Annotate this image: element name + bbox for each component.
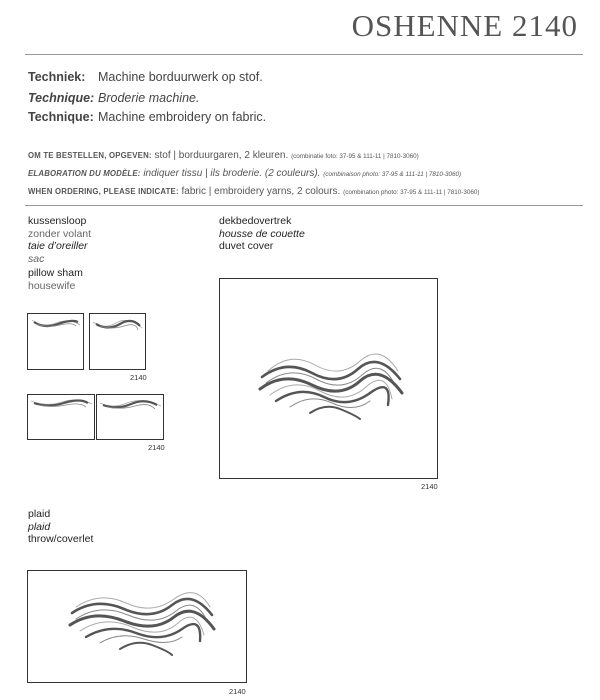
technique-value-en: Machine embroidery on fabric. <box>98 110 267 124</box>
plaid-label-nl: plaid <box>28 508 51 520</box>
plaid-label-fr: plaid <box>28 520 51 533</box>
wave-motif <box>28 571 246 682</box>
pillow-code-2: 2140 <box>148 443 165 452</box>
duvet-label-nl: dekbedovertrek <box>219 215 292 227</box>
pillow-label-en: pillow sham <box>28 267 83 279</box>
wave-motif <box>28 314 83 369</box>
ordering-fr <box>28 168 461 179</box>
technique-label-en: Technique: <box>28 110 94 124</box>
wave-motif <box>220 279 437 478</box>
duvet-label-en: duvet cover <box>219 240 274 252</box>
duvet-labels <box>219 215 305 253</box>
ordering-nl-text: stof | borduurgaren, 2 kleuren. <box>154 150 289 161</box>
technique-value-nl: Machine borduurwerk op stof. <box>98 70 263 84</box>
plaid-label-en: throw/coverlet <box>28 533 94 545</box>
duvet-label-fr: housse de couette <box>219 227 305 240</box>
pillow-label-en-sub: housewife <box>28 279 76 292</box>
pillow-sham-2 <box>89 313 146 370</box>
pillow-sham-4 <box>96 394 164 440</box>
ordering-fr-small: (combinaison photo: 37-95 & 111-11 | 7810-3060) <box>323 171 462 178</box>
ordering-en-label: WHEN ORDERING, PLEASE INDICATE: <box>28 187 179 196</box>
technique-label-fr: Technique: <box>28 91 95 105</box>
pillow-label-nl: kussensloop <box>28 215 87 227</box>
page-title: OSHENNE 2140 <box>351 8 578 43</box>
pillow-code-1: 2140 <box>130 373 147 382</box>
ordering-nl-small: (combinatie foto: 37-95 & 111-11 | 7810-3060) <box>291 153 419 160</box>
plaid-code: 2140 <box>229 687 246 696</box>
ordering-nl-label: OM TE BESTELLEN, OPGEVEN: <box>28 151 152 160</box>
duvet-cover-panel <box>219 278 438 479</box>
pillow-sham-3 <box>27 394 95 440</box>
wave-motif <box>97 395 163 439</box>
plaid-labels <box>28 508 93 546</box>
header-rule <box>25 54 583 55</box>
ordering-rule <box>25 205 583 206</box>
ordering-en-text: fabric | embroidery yarns, 2 colours. <box>181 186 341 197</box>
wave-motif <box>90 314 145 369</box>
ordering-en-small: (combination photo: 37-95 & 111-11 | 7810-3060) <box>343 189 480 196</box>
ordering-fr-text: indiquer tissu | ils broderie. (2 couleurs). <box>143 168 321 179</box>
duvet-code: 2140 <box>421 482 438 491</box>
pillow-label-fr: taie d’oreiller <box>28 240 88 252</box>
pillow-sham-1 <box>27 313 84 370</box>
pillow-label-fr-sub: sac <box>28 252 45 265</box>
ordering-fr-label: ELABORATION DU MODÈLE: <box>28 169 141 178</box>
pillow-label-nl-sub: zonder volant <box>28 227 92 240</box>
ordering-nl <box>28 150 419 161</box>
ordering-en <box>28 186 480 197</box>
wave-motif <box>28 395 94 439</box>
technique-label-nl: Techniek: <box>28 70 86 84</box>
pillow-labels <box>28 215 91 292</box>
technique-value-fr: Broderie machine. <box>98 91 200 105</box>
plaid-panel <box>27 570 247 683</box>
